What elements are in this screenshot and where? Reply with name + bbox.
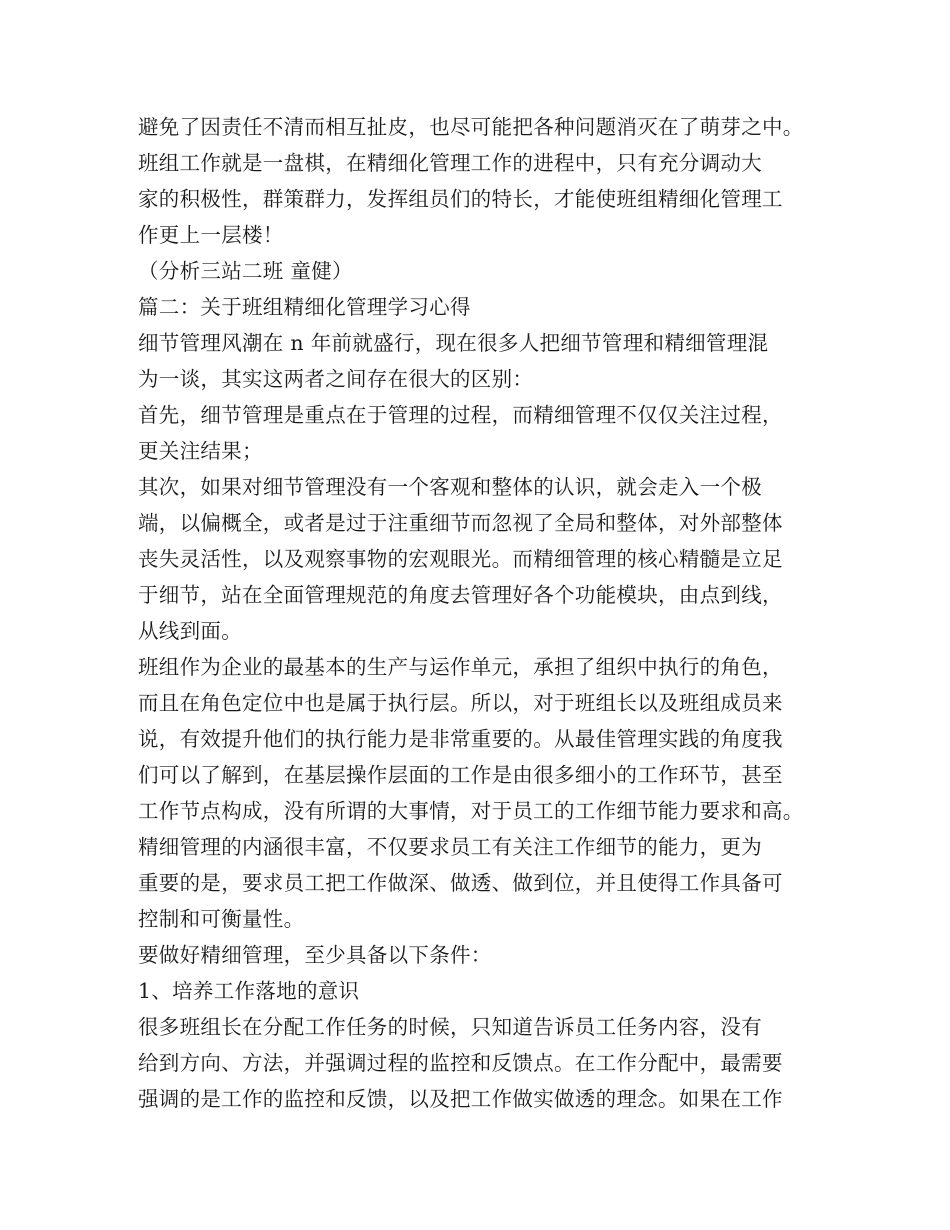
body-line: 而且在角色定位中也是属于执行层。所以，对于班组长以及班组成员来 [138, 691, 783, 715]
body-line: 更关注结果； [138, 439, 263, 463]
author-signature: （分析三站二班 童健） [138, 259, 353, 283]
body-line: 端，以偏概全，或者是过于注重细节而忽视了全局和整体，对外部整体 [138, 511, 783, 535]
body-line: 班组工作就是一盘棋，在精细化管理工作的进程中，只有充分调动大 [138, 151, 762, 175]
body-line: 给到方向、方法，并强调过程的监控和反馈点。在工作分配中，最需要 [138, 1051, 783, 1075]
body-line: 其次，如果对细节管理没有一个客观和整体的认识，就会走入一个极 [138, 475, 762, 499]
body-line: 班组作为企业的最基本的生产与运作单元，承担了组织中执行的角色， [138, 655, 783, 679]
body-line: 家的积极性，群策群力，发挥组员们的特长，才能使班组精细化管理工 [138, 187, 783, 211]
body-line: 们可以了解到，在基层操作层面的工作是由很多细小的工作环节，甚至 [138, 763, 783, 787]
body-line: 说，有效提升他们的执行能力是非常重要的。从最佳管理实践的角度我 [138, 727, 783, 751]
numbered-item-heading: 1、培养工作落地的意识 [138, 979, 360, 1003]
body-line: 很多班组长在分配工作任务的时候，只知道告诉员工任务内容，没有 [138, 1015, 762, 1039]
body-line: 重要的是，要求员工把工作做深、做透、做到位，并且使得工作具备可 [138, 871, 783, 895]
body-line: 精细管理的内涵很丰富，不仅要求员工有关注工作细节的能力，更为 [138, 835, 762, 859]
body-line: 作更上一层楼！ [138, 223, 284, 247]
body-line: 细节管理风潮在 n 年前就盛行，现在很多人把细节管理和精细管理混 [138, 331, 769, 355]
body-line: 要做好精细管理，至少具备以下条件： [138, 943, 492, 967]
body-line: 于细节，站在全面管理规范的角度去管理好各个功能模块，由点到线， [138, 583, 783, 607]
body-line: 避免了因责任不清而相互扯皮，也尽可能把各种问题消灭在了萌芽之中。 [138, 115, 804, 139]
section-heading: 篇二：关于班组精细化管理学习心得 [138, 295, 471, 319]
body-line: 工作节点构成，没有所谓的大事情，对于员工的工作细节能力要求和高。 [138, 799, 804, 823]
body-line: 强调的是工作的监控和反馈，以及把工作做实做透的理念。如果在工作 [138, 1087, 783, 1111]
body-line: 为一谈，其实这两者之间存在很大的区别： [138, 367, 534, 391]
body-line: 丧失灵活性，以及观察事物的宏观眼光。而精细管理的核心精髓是立足 [138, 547, 783, 571]
body-line: 首先，细节管理是重点在于管理的过程，而精细管理不仅仅关注过程， [138, 403, 783, 427]
body-line: 控制和可衡量性。 [138, 907, 305, 931]
body-line: 从线到面。 [138, 619, 242, 643]
